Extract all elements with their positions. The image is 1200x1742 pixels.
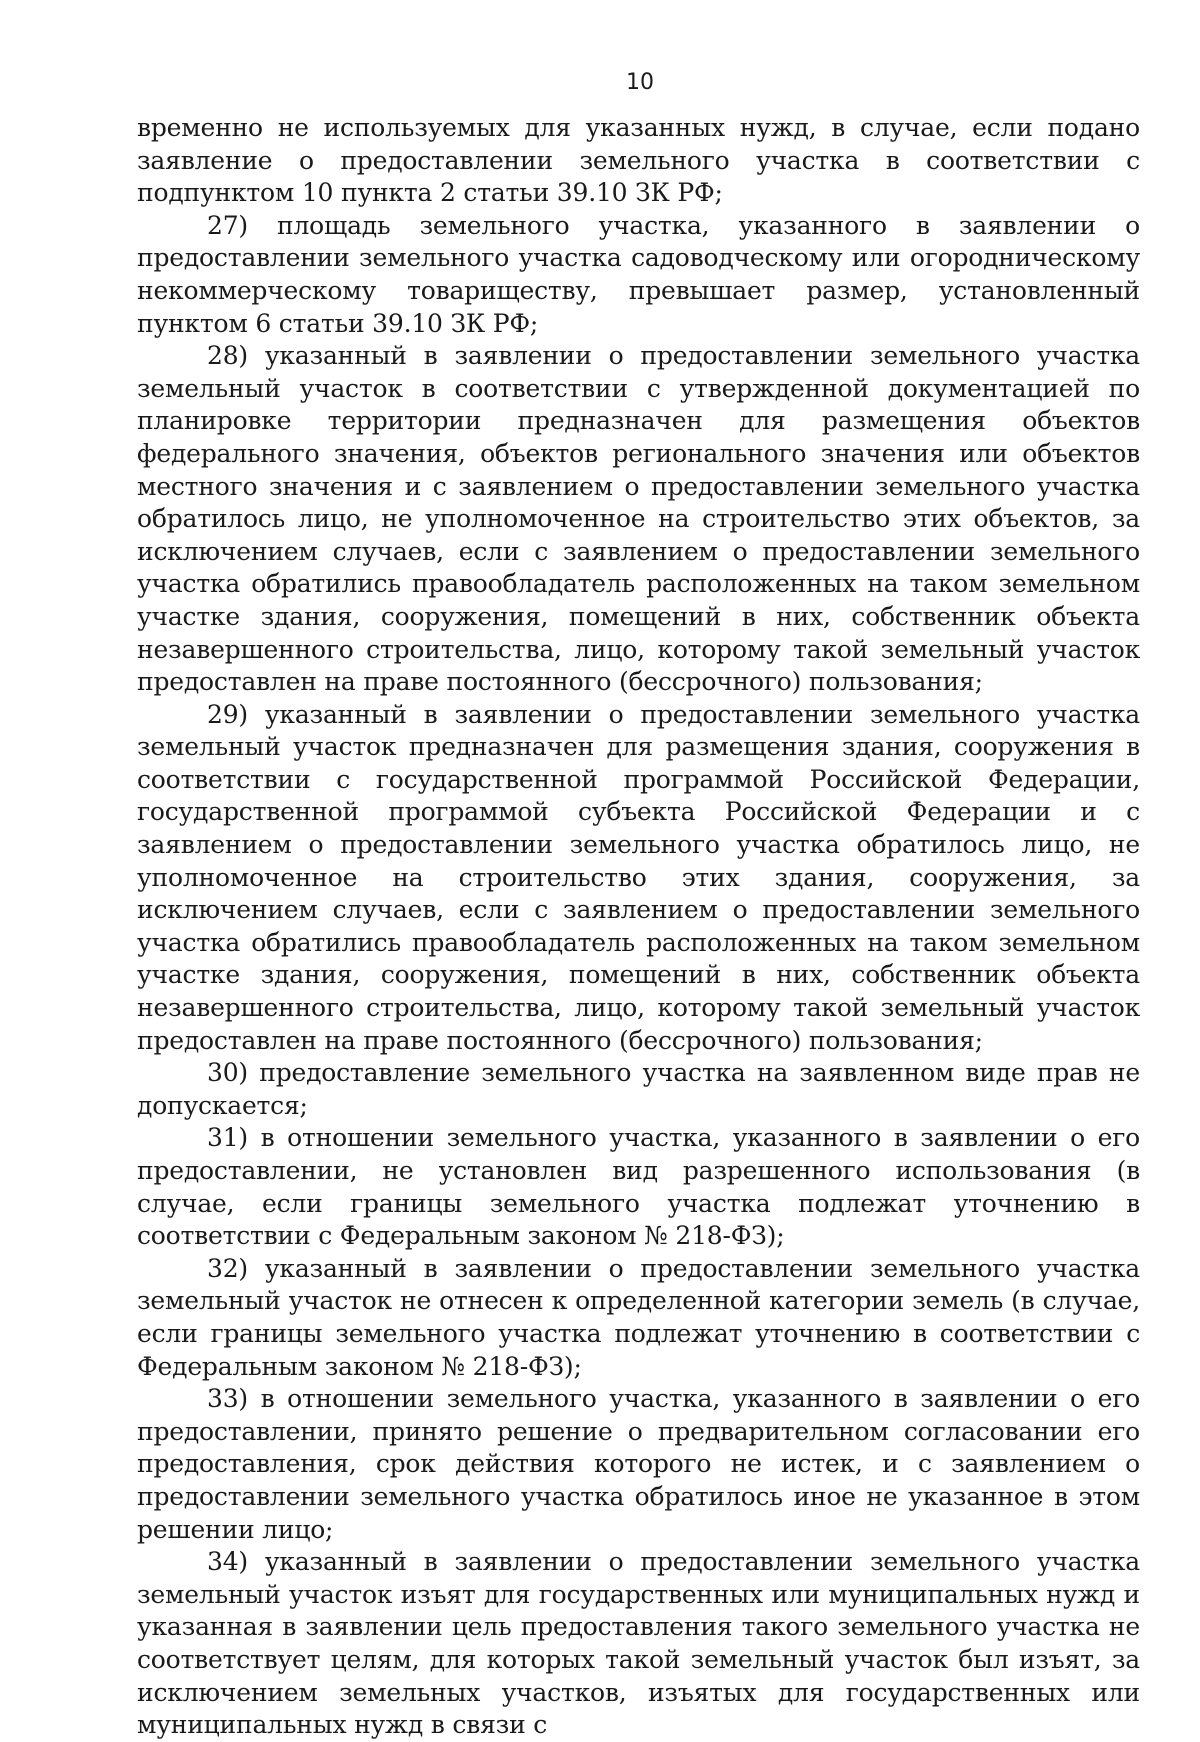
paragraph-item-27: 27) площадь земельного участка, указанного в заявлении о предоставлении земельного участка садоводческому или огородническому некоммерческому товариществу, превышает размер, установленный пунктом 6 статьи 39.10 ЗК РФ;	[137, 210, 1140, 338]
paragraph-item-32: 32) указанный в заявлении о предоставлении земельного участка земельный участок не отнесен к определенной категории земель (в случае, если границы земельного участка подлежат уточнению в соответствии с Федеральным законом № 218-ФЗ);	[137, 1253, 1140, 1381]
document-body	[137, 112, 1140, 1742]
paragraph-item-29: 29) указанный в заявлении о предоставлении земельного участка земельный участок предназначен для размещения здания, сооружения в соответствии с государственной программой Российской Федерации, государственной программой субъекта Российской Федерации и с заявлением о предоставлении земельного участка обратилось лицо, не уполномоченное на строительство этих здания, сооружения, за исключением случаев, если с заявлением о предоставлении земельного участка обратились правообладатель расположенных на таком земельном участке здания, сооружения, помещений в них, собственник объекта незавершенного строительства, лицо, которому такой земельный участок предоставлен на праве постоянного (бессрочного) пользования;	[137, 699, 1140, 1055]
paragraph-item-30: 30) предоставление земельного участка на заявленном виде прав не допускается;	[137, 1058, 1140, 1120]
paragraph-item-31: 31) в отношении земельного участка, указанного в заявлении о его предоставлении, не установлен вид разрешенного использования (в случае, если границы земельного участка подлежат уточнению в соответствии с Федеральным законом № 218-ФЗ);	[137, 1123, 1140, 1251]
paragraph-item-33: 33) в отношении земельного участка, указанного в заявлении о его предоставлении, принято решение о предварительном согласовании его предоставления, срок действия которого не истек, и с заявлением о предоставлении земельного участка обратилось иное не указанное в этом решении лицо;	[137, 1384, 1140, 1544]
paragraph-item-28: 28) указанный в заявлении о предоставлении земельного участка земельный участок в соответствии с утвержденной документацией по планировке территории предназначен для размещения объектов федерального значения, объектов регионального значения или объектов местного значения и с заявлением о предоставлении земельного участка обратилось лицо, не уполномоченное на строительство этих объектов, за исключением случаев, если с заявлением о предоставлении земельного участка обратились правообладатель расположенных на таком земельном участке здания, сооружения, помещений в них, собственник объекта незавершенного строительства, лицо, которому такой земельный участок предоставлен на праве постоянного (бессрочного) пользования;	[137, 341, 1140, 697]
page-number: 10	[626, 70, 654, 95]
paragraph-continuation: временно не используемых для указанных нужд, в случае, если подано заявление о предоставлении земельного участка в соответствии с подпунктом 10 пункта 2 статьи 39.10 ЗК РФ;	[137, 113, 1140, 208]
paragraph-item-34: 34) указанный в заявлении о предоставлении земельного участка земельный участок изъят для государственных или муниципальных нужд и указанная в заявлении цель предоставления такого земельного участка не соответствует целям, для которых такой земельный участок был изъят, за исключением земельных участков, изъятых для государственных или муниципальных нужд в связи с	[137, 1547, 1140, 1740]
